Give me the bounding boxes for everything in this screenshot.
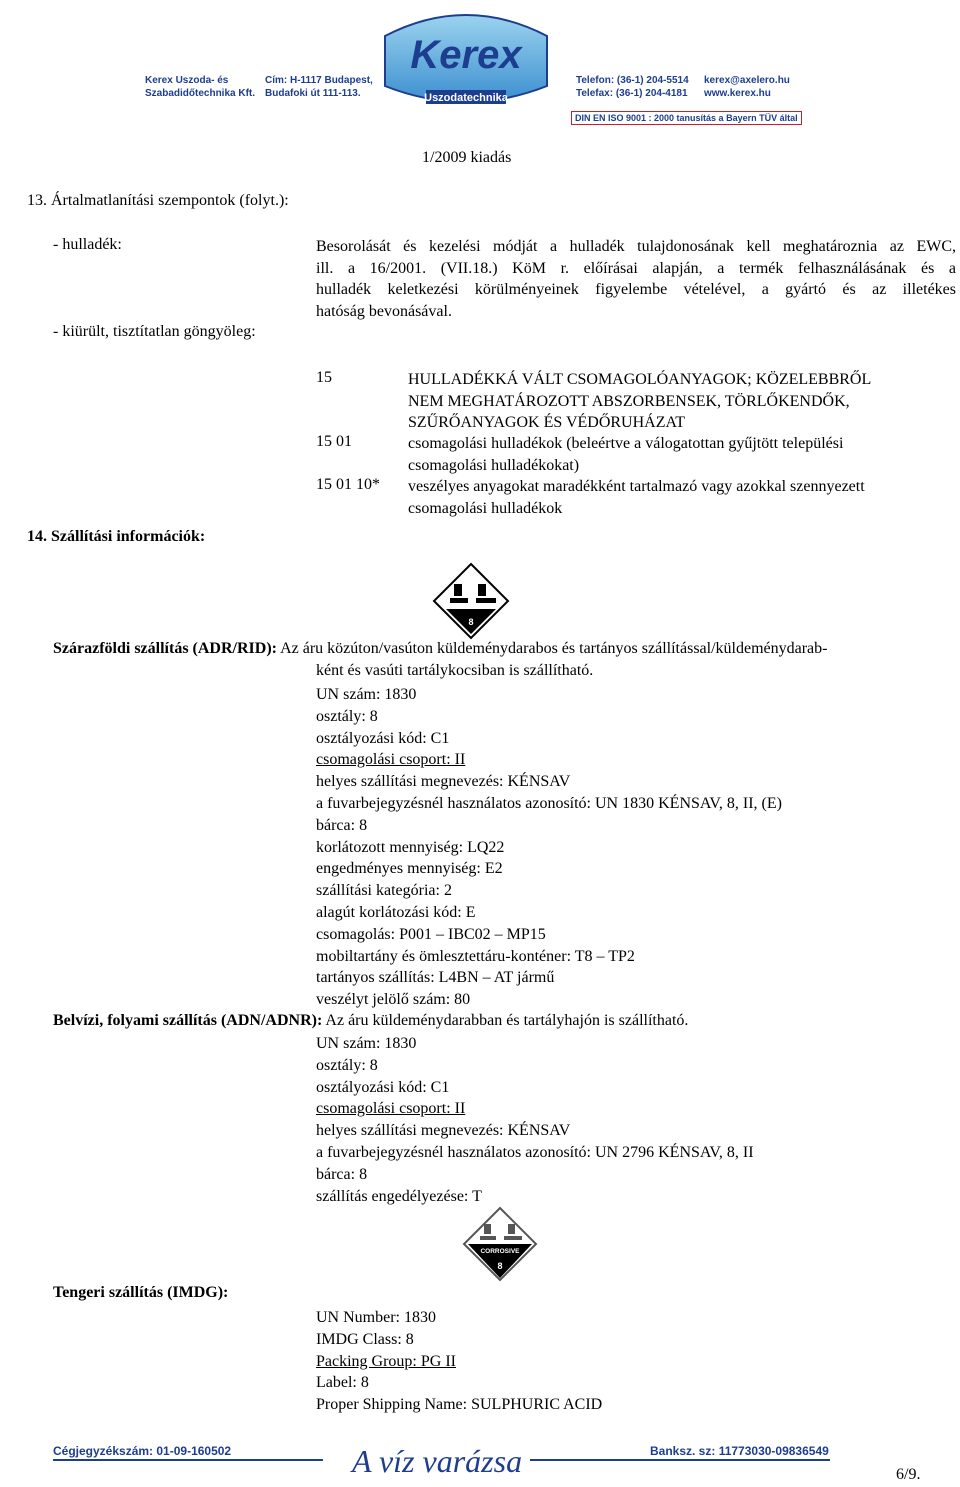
waste-code: 15 <box>316 369 332 386</box>
imdg-item: Proper Shipping Name: SULPHURIC ACID <box>316 1396 603 1414</box>
imdg-item: UN Number: 1830 <box>316 1309 436 1326</box>
company-address: Cím: H-1117 Budapest, Budafoki út 111-113. <box>265 75 373 99</box>
adr-item: a fuvarbejegyzésnél használatos azonosító: UN 1830 KÉNSAV, 8, II, (E) <box>316 794 782 812</box>
adr-item: szállítási kategória: 2 <box>316 882 452 900</box>
bank-account: Banksz. sz: 11773030-09836549 <box>650 1444 829 1458</box>
waste-code: 15 01 <box>316 433 352 450</box>
adn-intro: Az áru küldeménydarabban és tartályhajón is szállítható. <box>325 1012 689 1029</box>
company-name: Kerex Uszoda- és Szabadidőtechnika Kft. <box>145 75 256 99</box>
edition-label: 1/2009 kiadás <box>422 149 512 166</box>
company-registry: Cégjegyzékszám: 01-09-160502 <box>53 1444 232 1458</box>
adr-item: tartányos szállítás: L4BN – AT jármű <box>316 969 555 987</box>
adr-intro: Az áru közúton/vasúton küldeménydarabos és tartányos szállítással/küldeménydarab- <box>280 640 828 657</box>
imdg-item: Packing Group: PG II <box>316 1352 456 1370</box>
adr-item: engedményes mennyiség: E2 <box>316 860 503 878</box>
adr-item: mobiltartány és ömlesztettáru-konténer: T8 – TP2 <box>316 947 635 965</box>
corrosive-label-icon <box>462 1206 538 1282</box>
adr-item: osztály: 8 <box>316 707 378 725</box>
adn-item: osztály: 8 <box>316 1056 378 1074</box>
adr-item: helyes szállítási megnevezés: KÉNSAV <box>316 773 571 791</box>
adn-label: Belvízi, folyami szállítás (ADN/ADNR): <box>53 1012 323 1029</box>
corrosive-hazard-icon <box>432 562 510 640</box>
adn-item: csomagolási csoport: II <box>316 1100 466 1118</box>
adn-item: bárca: 8 <box>316 1165 368 1183</box>
imdg-details <box>316 1307 602 1416</box>
adr-details <box>316 684 782 1011</box>
adr-item: korlátozott mennyiség: LQ22 <box>316 838 505 856</box>
adr-intro-cont: ként és vasúti tartálykocsiban is szállítható. <box>316 662 594 679</box>
adn-item: szállítás engedélyezése: T <box>316 1187 482 1205</box>
svg-text:Kerex: Kerex <box>410 33 522 77</box>
svg-text:Uszodatechnika: Uszodatechnika <box>424 92 508 104</box>
iso-certification: DIN EN ISO 9001 : 2000 tanusítás a Bayern TÜV által <box>571 111 802 125</box>
adr-item: bárca: 8 <box>316 816 368 834</box>
adr-item: osztályozási kód: C1 <box>316 729 450 747</box>
imdg-label: Tengeri szállítás (IMDG): <box>53 1284 229 1301</box>
svg-text:CORROSIVE: CORROSIVE <box>480 1248 520 1255</box>
waste-code-desc: HULLADÉKKÁ VÁLT CSOMAGOLÓANYAGOK; KÖZELEBBRŐL NEM MEGHATÁROZOTT ABSZORBENSEK, TÖRLŐKENDŐK, SZŰRŐANYAGOK ÉS VÉDŐRUHÁZAT <box>408 371 872 431</box>
packaging-label: - kiürült, tisztítatlan göngyöleg: <box>53 323 256 340</box>
footer-rule-left <box>53 1459 323 1461</box>
adn-item: osztályozási kód: C1 <box>316 1078 450 1096</box>
adr-item: UN szám: 1830 <box>316 686 417 703</box>
footer-rule-right <box>530 1459 830 1461</box>
adr-item: csomagolás: P001 – IBC02 – MP15 <box>316 925 546 943</box>
adr-row <box>53 640 827 658</box>
kerex-logo <box>381 6 551 108</box>
waste-text: Besorolását és kezelési módját a hulladék tulajdonosának kell meghatároznia az EWC, ill. a 16/2001. (VII.18.) KöM r. előírásai alapján, a termék felhasználásának és a hulladék keletkezési körülményeinek figyelembe vételével, a gyártó és az illetékes hatóság bevonásával. <box>316 238 956 320</box>
company-phone-fax: Telefon: (36-1) 204-5514 Telefax: (36-1) 204-4181 <box>576 75 689 99</box>
adn-item: UN szám: 1830 <box>316 1035 417 1052</box>
company-contact: kerex@axelero.hu www.kerex.hu <box>704 75 790 99</box>
adn-item: a fuvarbejegyzésnél használatos azonosító: UN 2796 KÉNSAV, 8, II <box>316 1143 754 1161</box>
svg-text:8: 8 <box>497 1261 503 1271</box>
waste-label: - hulladék: <box>53 236 122 253</box>
imdg-item: IMDG Class: 8 <box>316 1330 414 1348</box>
adn-details <box>316 1033 754 1207</box>
adr-label: Szárazföldi szállítás (ADR/RID): <box>53 640 277 657</box>
waste-code-desc: veszélyes anyagokat maradékként tartalmazó vagy azokkal szennyezett csomagolási hulladékok <box>408 478 865 517</box>
adn-item: helyes szállítási megnevezés: KÉNSAV <box>316 1122 571 1140</box>
footer-slogan: A víz varázsa <box>352 1443 523 1479</box>
imdg-item: Label: 8 <box>316 1374 369 1392</box>
section-13-title: 13. Ártalmatlanítási szempontok (folyt.): <box>27 192 289 209</box>
adr-item: csomagolási csoport: II <box>316 751 466 769</box>
adr-item: alagút korlátozási kód: E <box>316 903 476 921</box>
adn-row <box>53 1012 688 1030</box>
waste-code-desc: csomagolási hulladékok (beleértve a válogatottan gyűjtött települési csomagolási hulladékokat) <box>408 435 844 474</box>
svg-text:8: 8 <box>468 617 474 627</box>
page-number: 6/9. <box>896 1466 921 1483</box>
section-14-title: 14. Szállítási információk: <box>27 528 206 545</box>
waste-code: 15 01 10* <box>316 476 380 493</box>
adr-item: veszélyt jelölő szám: 80 <box>316 991 471 1009</box>
